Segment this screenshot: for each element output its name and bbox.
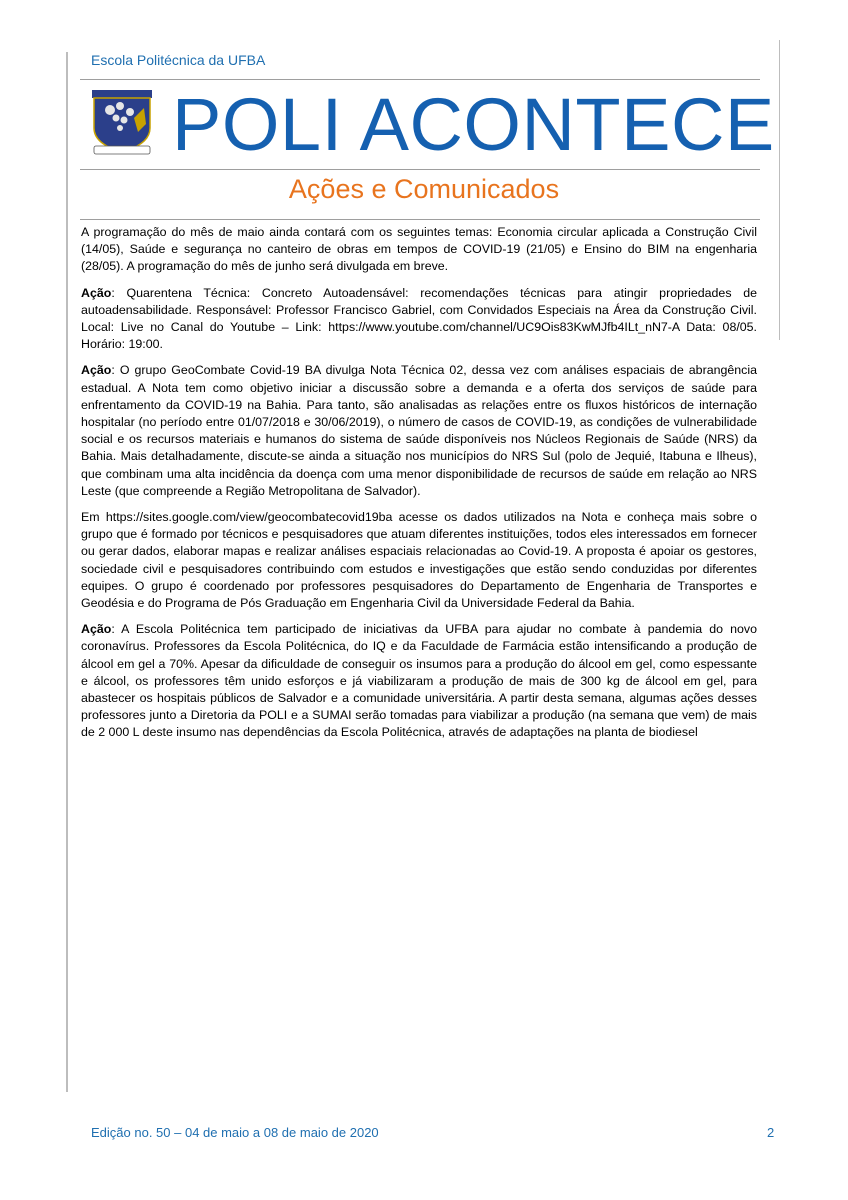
paragraph-acao-quarentena: Ação: Quarentena Técnica: Concreto Autoadensável: recomendações técnicas para atingir propriedades de autoadensabilidade. Responsável: Professor Francisco Gabriel, com Convidados Especiais na Área da Construção Civil. Local: Live no Canal do Youtube – Link: https://www.youtube.com/channel/UC9Ois83KwMJfb4ILt_nN7-A Data: 08/05. Horário: 19:00. (81, 285, 757, 352)
section-title: Ações e Comunicados (288, 174, 560, 204)
paragraph-acao-alcool-gel: Ação: A Escola Politécnica tem participado de iniciativas da UFBA para ajudar no combate à pandemia do novo coronavírus. Professores da Escola Politécnica, do IQ e da Faculdade de Farmácia estão intensificando a produção de álcool em gel a 70%. Apesar da dificuldade de conseguir os insumos para a produção do álcool em gel, como espessante e álcool, os professores têm unido esforços e já viabilizaram a produção de mais de 300 kg de álcool em gel, para abastecer os hospitais públicos de Salvador e a comunidade universitária. A partir desta semana, algumas ações desses professores junto a Diretoria da POLI e a SUMAI serão tomadas para viabilizar a produção (na semana que vem) de mais de 2 000 L deste insumo nas dependências da Escola Politécnica, através de adaptações na planta de biodiesel (81, 622, 757, 740)
section-divider (80, 219, 760, 220)
acao-label: Ação (81, 622, 112, 637)
masthead-divider (80, 169, 760, 170)
paragraph-geocombate-site: Em https://sites.google.com/view/geocombatecovid19ba acesse os dados utilizados na Nota e conheça mais sobre o grupo que é formado por técnicos e pesquisadores que atuam diferentes instituições, todos eles interessados em fornecer ou gerar dados, elaborar mapas e realizar análises espaciais relacionadas ao Covid-19. A proposta é apoiar os gestores, sociedade civil e pesquisadores contribuindo com estudos e investigações que estão sendo conduzidas por diferentes equipes. O grupo é coordenado por professores pesquisadores do Departamento de Engenharia de Transportes e Geodésia e do Programa de Pós Graduação em Engenharia Civil da Universidade Federal da Bahia. (81, 510, 757, 611)
ufba-crest-logo (90, 88, 154, 158)
paragraph-acao-geocombate: Ação: O grupo GeoCombate Covid-19 BA divulga Nota Técnica 02, dessa vez com análises espaciais de abrangência estadual. A Nota tem como objetivo iniciar a discussão sobre a demanda e a oferta dos serviços de saúde para enfrentamento da COVID-19 na Bahia. Para tanto, são analisadas as relações entre os fluxos históricos de internação hospitalar (no período entre 01/07/2018 e 30/06/2019), o número de casos de COVID-19, as condições de vulnerabilidade social e os recursos materiais e humanos do sistema de saúde disponíveis nos Núcleos Regionais de Saúde (NRS) da Bahia. Mais detalhadamente, discute-se ainda a situação nos municípios do NRS Sul (polo de Jequié, Itabuna e Ilheus), que combinam uma alta incidência da doença com uma menor disponibilidade de recursos de saúde em relação ao NRS Leste (que compreende a Região Metropolitana de Salvador). (81, 363, 757, 498)
left-margin-rule (66, 52, 68, 1092)
acao-label: Ação (81, 363, 112, 378)
newsletter-masthead: POLI ACONTECE (172, 83, 775, 166)
school-name: Escola Politécnica da UFBA (91, 52, 266, 68)
article-body (81, 224, 757, 751)
acao-label: Ação (81, 285, 112, 300)
edition-footer: Edição no. 50 – 04 de maio a 08 de maio de 2020 (91, 1125, 379, 1140)
header-divider (80, 79, 760, 80)
paragraph-intro: A programação do mês de maio ainda contará com os seguintes temas: Economia circular aplicada a Construção Civil (14/05), Saúde e segurança no canteiro de obras em tempos de COVID-19 (21/05) e Ensino do BIM na engenharia (28/05). A programação do mês de junho será divulgada em breve. (81, 225, 757, 274)
page-number: 2 (767, 1125, 775, 1140)
